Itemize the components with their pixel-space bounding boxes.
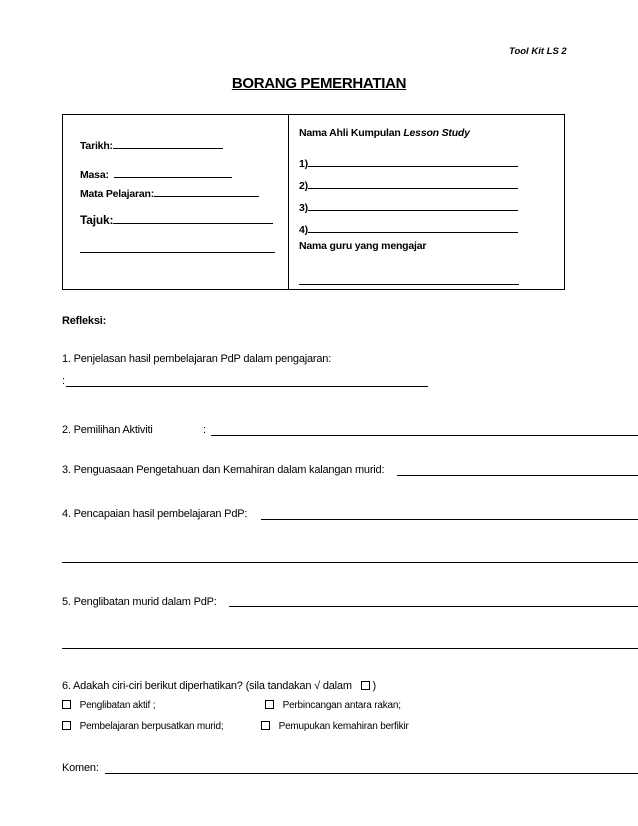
option-row-1[interactable] — [62, 700, 155, 711]
q3-answer-line[interactable] — [397, 475, 638, 476]
member-field-3[interactable] — [308, 200, 518, 211]
check-symbol: √ — [314, 680, 320, 692]
q1-answer-line[interactable] — [66, 386, 428, 387]
tajuk-row — [80, 213, 273, 227]
q6-dalam: dalam — [322, 680, 352, 692]
option-checkbox-1[interactable] — [62, 700, 71, 709]
checkbox-icon — [361, 681, 370, 690]
masa-label: Masa: — [80, 169, 109, 181]
member-row-4 — [299, 222, 518, 236]
q4-answer-line[interactable] — [261, 519, 638, 520]
option-label-1: Penglibatan aktif ; — [79, 700, 156, 711]
members-label-text: Nama Ahli Kumpulan — [299, 127, 404, 139]
q2-label: 2. Pemilihan Aktiviti — [62, 424, 153, 436]
option-label-4: Pemupukan kemahiran berfikir — [278, 721, 409, 732]
member-field-2[interactable] — [308, 178, 518, 189]
member-number-1: 1) — [299, 158, 308, 170]
member-row-1 — [299, 156, 518, 170]
option-label-2: Perbincangan antara rakan; — [282, 700, 401, 711]
option-row-3[interactable] — [62, 721, 223, 732]
option-checkbox-4[interactable] — [261, 721, 270, 730]
q2-answer-line[interactable] — [211, 435, 638, 436]
info-box — [62, 114, 565, 290]
q2-colon: : — [203, 424, 206, 436]
option-checkbox-3[interactable] — [62, 721, 71, 730]
toolkit-label: Tool Kit LS 2 — [509, 46, 567, 57]
mata-pelajaran-field[interactable] — [154, 186, 259, 197]
q1-label: 1. Penjelasan hasil pembelajaran PdP dalam pengajaran: — [62, 353, 332, 365]
mata-pelajaran-label: Mata Pelajaran: — [80, 188, 155, 200]
q5-answer-line[interactable] — [229, 606, 638, 607]
member-field-1[interactable] — [308, 156, 518, 167]
teacher-field[interactable] — [299, 284, 519, 285]
q3-label: 3. Penguasaan Pengetahuan dan Kemahiran dalam kalangan murid: — [62, 464, 385, 476]
page-title: BORANG PEMERHATIAN — [231, 75, 407, 92]
masa-row — [80, 167, 232, 181]
member-number-4: 4) — [299, 224, 308, 236]
q6-label-row — [62, 680, 376, 692]
q6-close: ) — [372, 680, 376, 692]
tarikh-label: Tarikh: — [80, 140, 113, 152]
komen-answer-line[interactable] — [105, 773, 638, 774]
mata-pelajaran-row — [80, 186, 259, 200]
q6-label: 6. Adakah ciri-ciri berikut diperhatikan? (sila tandakan — [62, 680, 312, 692]
members-label-italic: Lesson Study — [403, 127, 470, 139]
member-row-3 — [299, 200, 518, 214]
tarikh-row — [80, 138, 223, 152]
tajuk-field-line-2[interactable] — [80, 252, 275, 253]
q5-answer-line-2[interactable] — [62, 648, 638, 649]
option-checkbox-2[interactable] — [265, 700, 274, 709]
member-row-2 — [299, 178, 518, 192]
q5-label: 5. Penglibatan murid dalam PdP: — [62, 596, 217, 608]
q1-prefix: : — [62, 375, 65, 387]
tajuk-label: Tajuk: — [80, 213, 114, 227]
info-box-divider — [288, 115, 289, 289]
tajuk-field[interactable] — [113, 213, 273, 224]
tarikh-field[interactable] — [113, 138, 223, 149]
member-number-2: 2) — [299, 180, 308, 192]
q4-label: 4. Pencapaian hasil pembelajaran PdP: — [62, 508, 248, 520]
refleksi-heading: Refleksi: — [62, 315, 107, 327]
teacher-label: Nama guru yang mengajar — [299, 240, 427, 252]
members-label — [299, 127, 470, 139]
komen-label: Komen: — [62, 762, 99, 774]
q4-answer-line-2[interactable] — [62, 562, 638, 563]
option-row-4[interactable] — [261, 721, 409, 732]
option-row-2[interactable] — [265, 700, 401, 711]
member-field-4[interactable] — [308, 222, 518, 233]
member-number-3: 3) — [299, 202, 308, 214]
masa-field[interactable] — [114, 167, 232, 178]
option-label-3: Pembelajaran berpusatkan murid; — [79, 721, 224, 732]
